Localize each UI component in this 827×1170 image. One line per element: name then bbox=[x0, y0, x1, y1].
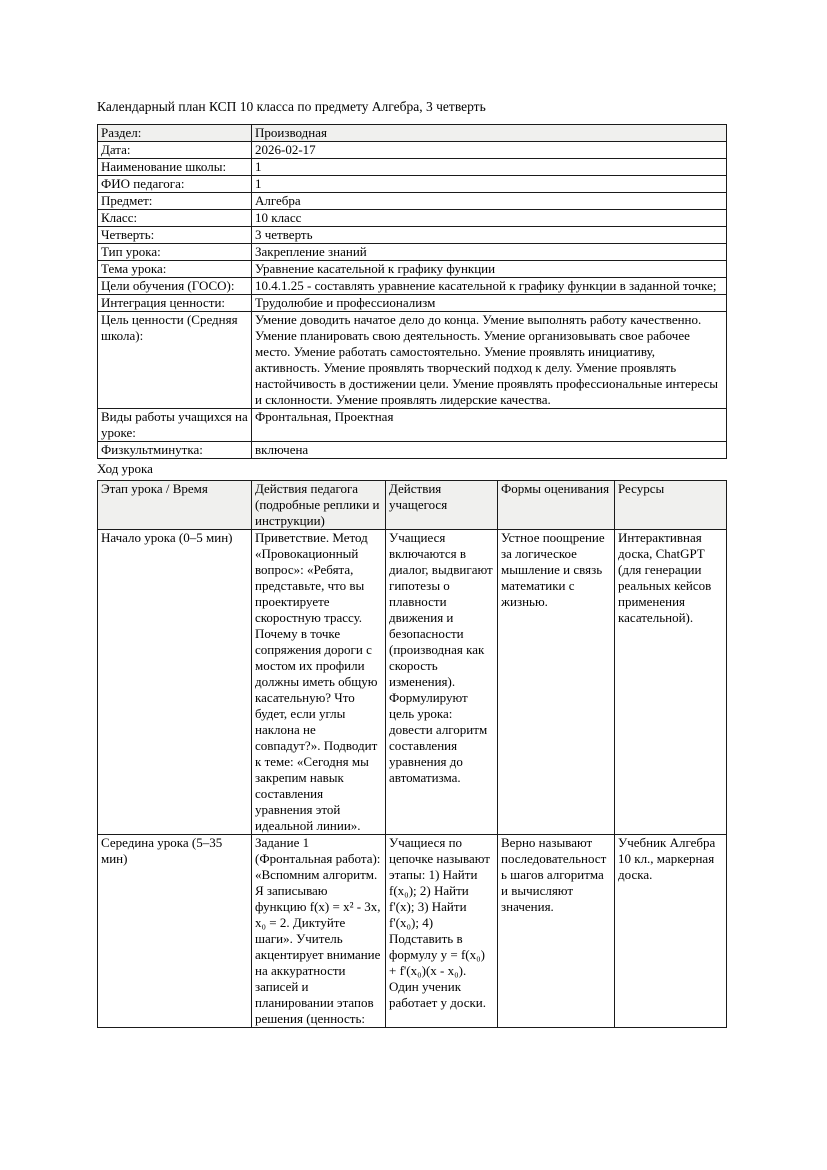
table-row bbox=[98, 835, 727, 1028]
stage-cell: Начало урока (0–5 мин) bbox=[98, 530, 252, 835]
table-row bbox=[98, 312, 727, 409]
info-value: 1 bbox=[252, 176, 727, 193]
info-value: Производная bbox=[252, 125, 727, 142]
info-label: Дата: bbox=[98, 142, 252, 159]
info-label: Тип урока: bbox=[98, 244, 252, 261]
lesson-column-header: Этап урока / Время bbox=[98, 481, 252, 530]
table-row bbox=[98, 295, 727, 312]
info-value: 10.4.1.25 - составлять уравнение касательной к графику функции в заданной точке; bbox=[252, 278, 727, 295]
info-value: 3 четверть bbox=[252, 227, 727, 244]
info-label: Физкультминутка: bbox=[98, 442, 252, 459]
table-row bbox=[98, 176, 727, 193]
table-row bbox=[98, 409, 727, 442]
student-actions-cell: Учащиеся включаются в диалог, выдвигают гипотезы о плавности движения и безопасности (производная как скорость изменения). Формулируют цель урока: довести алгоритм составления уравнения до автоматизма. bbox=[386, 530, 498, 835]
assessment-cell: Устное поощрение за логическое мышление и связь математики с жизнью. bbox=[498, 530, 615, 835]
info-label: ФИО педагога: bbox=[98, 176, 252, 193]
info-value: 10 класс bbox=[252, 210, 727, 227]
info-value: Закрепление знаний bbox=[252, 244, 727, 261]
table-row bbox=[98, 530, 727, 835]
stage-cell: Середина урока (5–35 мин) bbox=[98, 835, 252, 1028]
teacher-actions-cell: Приветствие. Метод «Провокационный вопрос»: «Ребята, представьте, что вы проектируете скоростную трассу. Почему в точке сопряжения дороги с мостом их профили должны иметь общую касательную? Что будет, если углы наклона не совпадут?». Подводит к теме: «Сегодня мы закрепим навык составления уравнения этой идеальной линии». bbox=[252, 530, 386, 835]
table-header-row bbox=[98, 481, 727, 530]
info-label: Наименование школы: bbox=[98, 159, 252, 176]
document-content bbox=[97, 99, 727, 1028]
info-value: Алгебра bbox=[252, 193, 727, 210]
table-row bbox=[98, 278, 727, 295]
table-row bbox=[98, 142, 727, 159]
table-row bbox=[98, 244, 727, 261]
table-row bbox=[98, 159, 727, 176]
info-value: Умение доводить начатое дело до конца. Умение выполнять работу качественно. Умение планировать свою деятельность. Умение организовывать свое рабочее место. Умение работать самостоятельно. Умение проявлять инициативу, активность. Умение проявлять творческий подход к делу. Умение проявлять настойчивость в достижении цели. Умение проявлять профессиональные интересы и склонности. Умение проявлять лидерские качества. bbox=[252, 312, 727, 409]
info-label: Цель ценности (Средняя школа): bbox=[98, 312, 252, 409]
info-value: Трудолюбие и профессионализм bbox=[252, 295, 727, 312]
info-value: 2026-02-17 bbox=[252, 142, 727, 159]
info-label: Раздел: bbox=[98, 125, 252, 142]
info-value: Уравнение касательной к графику функции bbox=[252, 261, 727, 278]
info-label: Тема урока: bbox=[98, 261, 252, 278]
student-actions-cell: Учащиеся по цепочке называют этапы: 1) Найти f(x₀); 2) Найти f'(x); 3) Найти f'(x₀); 4) Подставить в формулу y = f(x₀) + f'(x₀)(x - x₀). Один ученик работает у доски. bbox=[386, 835, 498, 1028]
info-label: Четверть: bbox=[98, 227, 252, 244]
info-label: Виды работы учащихся на уроке: bbox=[98, 409, 252, 442]
info-value: Фронтальная, Проектная bbox=[252, 409, 727, 442]
info-value: включена bbox=[252, 442, 727, 459]
lesson-column-header: Ресурсы bbox=[615, 481, 727, 530]
lesson-flow-table bbox=[97, 480, 727, 1028]
section-heading: Ход урока bbox=[97, 461, 153, 476]
table-row bbox=[98, 210, 727, 227]
table-row bbox=[98, 125, 727, 142]
info-label: Интеграция ценности: bbox=[98, 295, 252, 312]
table-row bbox=[98, 442, 727, 459]
info-label: Класс: bbox=[98, 210, 252, 227]
page-title: Календарный план КСП 10 класса по предмету Алгебра, 3 четверть bbox=[97, 99, 486, 114]
lesson-column-header: Действия учащегося bbox=[386, 481, 498, 530]
table-row bbox=[98, 261, 727, 278]
table-row bbox=[98, 193, 727, 210]
info-value: 1 bbox=[252, 159, 727, 176]
lesson-info-table bbox=[97, 124, 727, 459]
lesson-column-header: Действия педагога (подробные реплики и инструкции) bbox=[252, 481, 386, 530]
assessment-cell: Верно называют последовательность шагов алгоритма и вычисляют значения. bbox=[498, 835, 615, 1028]
teacher-actions-cell: Задание 1 (Фронтальная работа): «Вспомним алгоритм. Я записываю функцию f(x) = x² - 3x, x₀ = 2. Диктуйте шаги». Учитель акцентирует внимание на аккуратности записей и планировании этапов решения (ценность: bbox=[252, 835, 386, 1028]
info-label: Цели обучения (ГОСО): bbox=[98, 278, 252, 295]
table-row bbox=[98, 227, 727, 244]
resources-cell: Интерактивная доска, ChatGPT (для генерации реальных кейсов применения касательной). bbox=[615, 530, 727, 835]
info-label: Предмет: bbox=[98, 193, 252, 210]
lesson-column-header: Формы оценивания bbox=[498, 481, 615, 530]
resources-cell: Учебник Алгебра 10 кл., маркерная доска. bbox=[615, 835, 727, 1028]
